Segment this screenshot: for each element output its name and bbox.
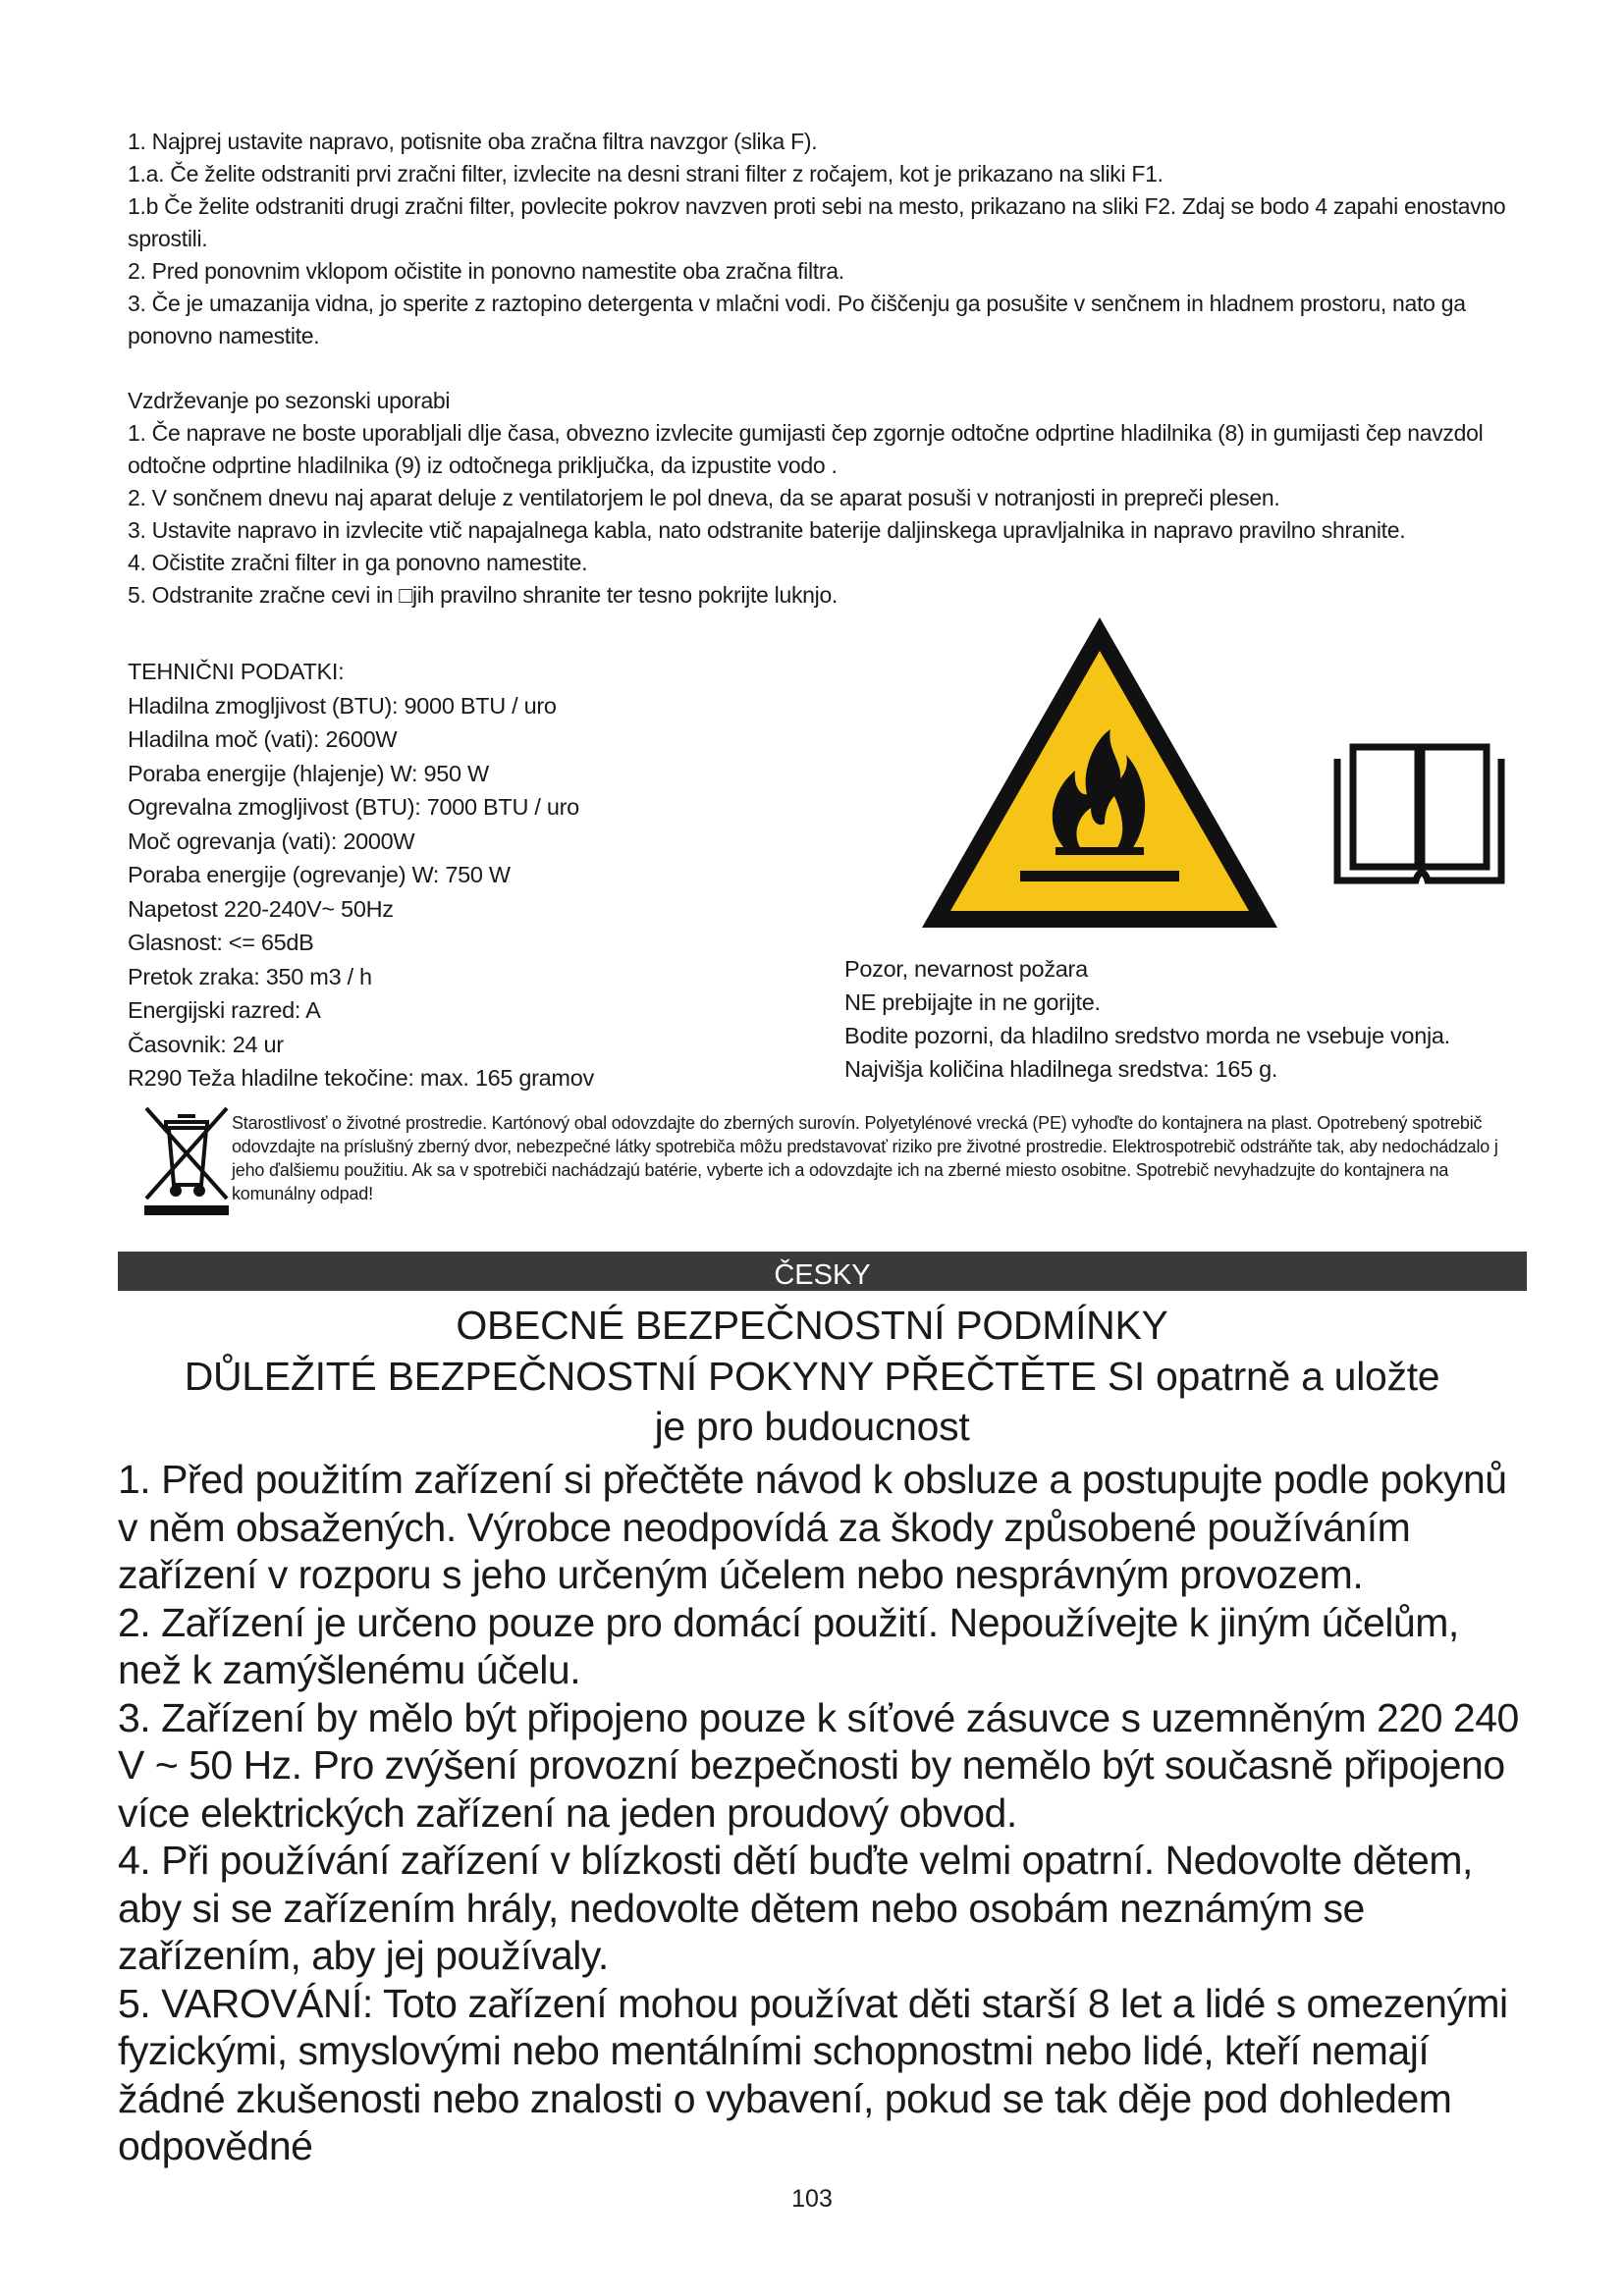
fire-warning-line: Pozor, nevarnost požara xyxy=(844,956,1088,982)
safety-instruction: 4. Při používání zařízení v blízkosti dětí buďte velmi opatrní. Nedovolte dětem, aby si se zařízením hrály, nedovolte dětem nebo osobám neznámým se zařízením, aby jej používaly. xyxy=(118,1838,1473,1978)
maintenance-step-5: 5. Odstranite zračne cevi in □jih pravilno shranite ter tesno pokrijte luknjo. xyxy=(128,582,839,608)
maintenance-step-1: 1. Če naprave ne boste uporabljali dlje časa, obvezno izvlecite gumijasti čep zgornje odtočne odprtine hladilnika (8) in gumijasti čep navzdol odtočne odprtine hladilnika (9) iz odtočnega priključka, da izpustite vodo . xyxy=(128,420,1484,478)
language-label: ČESKY xyxy=(774,1259,871,1291)
tech-line: Hladilna moč (vati): 2600W xyxy=(128,726,398,752)
maintenance-heading: Vzdrževanje po sezonski uporabi xyxy=(128,388,451,413)
tech-line: Glasnost: <= 65dB xyxy=(128,930,314,955)
maintenance-step-4: 4. Očistite zračni filter in ga ponovno namestite. xyxy=(128,550,588,575)
safety-instruction: 3. Zařízení by mělo být připojeno pouze k síťové zásuvce s uzemněným 220 240 V ~ 50 Hz. Pro zvýšení provozní bezpečnosti by nemělo být současně připojeno více elektrických zařízení na jeden proudový obvod. xyxy=(118,1694,1519,1836)
language-section-bar xyxy=(118,1252,1527,1291)
weee-disposal-text: Starostlivosť o životné prostredie. Kartónový obal odovzdajte do zberných surovín. Polyetylénové vrecká (PE) vyhoďte do kontajnera na plast. Opotrebený spotrebič odovzdajte na príslušný zberný dvor, nebezpečné látky spotrebiča môžu predstavovať riziko pre životné prostredie. Elektrospotrebič odstráňte tak, aby nedochádzalo j jeho ďalšiemu použitiu. Ak sa v spotrebiči nachádzajú batérie, vyberte ich a odovzdajte ich na zberné miesto osobitne. Spotrebič nevyhadzujte do kontajnera na komunálny odpad! xyxy=(232,1113,1498,1203)
fire-warning-line: Bodite pozorni, da hladilno sredstvo morda ne vsebuje vonja. xyxy=(844,1023,1450,1048)
technical-data xyxy=(128,655,795,1095)
filter-step-1b: 1.b Če želite odstraniti drugi zračni filter, povlecite pokrov navzven proti sebi na mesto, prikazano na sliki F2. Zdaj se bodo 4 zapahi enostavno sprostili. xyxy=(128,193,1506,251)
flammable-warning-icon xyxy=(918,614,1281,933)
page-number: 103 xyxy=(791,2185,833,2213)
fire-warning-line: Najvišja količina hladilnega sredstva: 165 g. xyxy=(844,1056,1278,1082)
tech-heading: TEHNIČNI PODATKI: xyxy=(128,659,345,684)
filter-step-2: 2. Pred ponovnim vklopom očistite in ponovno namestite oba zračna filtra. xyxy=(128,258,844,284)
fire-warning-line: NE prebijajte in ne gorijte. xyxy=(844,989,1101,1015)
tech-line: Poraba energije (hlajenje) W: 950 W xyxy=(128,760,489,786)
tech-line: Poraba energije (ogrevanje) W: 750 W xyxy=(128,862,511,887)
tech-line: Moč ogrevanja (vati): 2000W xyxy=(128,828,415,854)
safety-instruction: 1. Před použitím zařízení si přečtěte návod k obsluze a postupujte podle pokynů v něm obsažených. Výrobce neodpovídá za škody způsobené používáním zařízení v rozporu s jeho určeným účelem nebo nesprávným provozem. xyxy=(118,1457,1507,1597)
weee-underline-bar xyxy=(144,1205,229,1215)
manual-book-icon xyxy=(1333,741,1505,888)
fire-warning-text xyxy=(844,952,1532,1086)
filter-step-3: 3. Če je umazanija vidna, jo sperite z raztopino detergenta v mlačni vodi. Po čiščenju ga posušite v senčnem in hladnem prostoru, nato ga ponovno namestite. xyxy=(128,291,1466,348)
weee-crossed-bin-icon xyxy=(142,1104,231,1202)
filter-step-1: 1. Najprej ustavite napravo, potisnite oba zračna filtra navzgor (slika F). xyxy=(128,129,818,154)
safety-title: OBECNÉ BEZPEČNOSTNÍ PODMÍNKY xyxy=(456,1303,1168,1348)
safety-instruction: 2. Zařízení je určeno pouze pro domácí použití. Nepoužívejte k jiným účelům, než k zamýšlenému účelu. xyxy=(118,1599,1459,1692)
tech-line: Pretok zraka: 350 m3 / h xyxy=(128,963,372,989)
tech-line: R290 Teža hladilne tekočine: max. 165 gramov xyxy=(128,1065,594,1091)
safety-instruction: 5. VAROVÁNÍ: Toto zařízení mohou používat děti starší 8 let a lidé s omezenými fyzickými, smyslovými nebo mentálními schopnostmi nebo lidé, kteří nemají žádné zkušenosti nebo znalosti o vybavení, pokud se tak děje pod dohledem odpovědné xyxy=(118,1980,1508,2168)
tech-line: Ogrevalna zmogljivost (BTU): 7000 BTU / uro xyxy=(128,794,579,820)
filter-step-1a: 1.a. Če želite odstraniti prvi zračni filter, izvlecite na desni strani filter z ročajem, kot je prikazano na sliki F1. xyxy=(128,161,1164,187)
tech-line: Napetost 220-240V~ 50Hz xyxy=(128,895,394,922)
czech-safety-instructions xyxy=(118,1456,1532,2170)
safety-subtitle: DŮLEŽITÉ BEZPEČNOSTNÍ POKYNY PŘEČTĚTE SI opatrně a uložte je pro budoucnost xyxy=(184,1354,1440,1449)
slovenian-maintenance-section xyxy=(128,126,1532,612)
maintenance-step-3: 3. Ustavite napravo in izvlecite vtič napajalnega kabla, nato odstranite baterije daljinskega upravljalnika in napravo pravilno shranite. xyxy=(128,517,1406,543)
tech-line: Hladilna zmogljivost (BTU): 9000 BTU / uro xyxy=(128,692,557,719)
tech-line: Časovnik: 24 ur xyxy=(128,1031,284,1057)
maintenance-step-2: 2. V sončnem dnevu naj aparat deluje z ventilatorjem le pol dneva, da se aparat posuši v notranjosti in prepreči plesen. xyxy=(128,485,1280,510)
tech-line: Energijski razred: A xyxy=(128,997,321,1023)
